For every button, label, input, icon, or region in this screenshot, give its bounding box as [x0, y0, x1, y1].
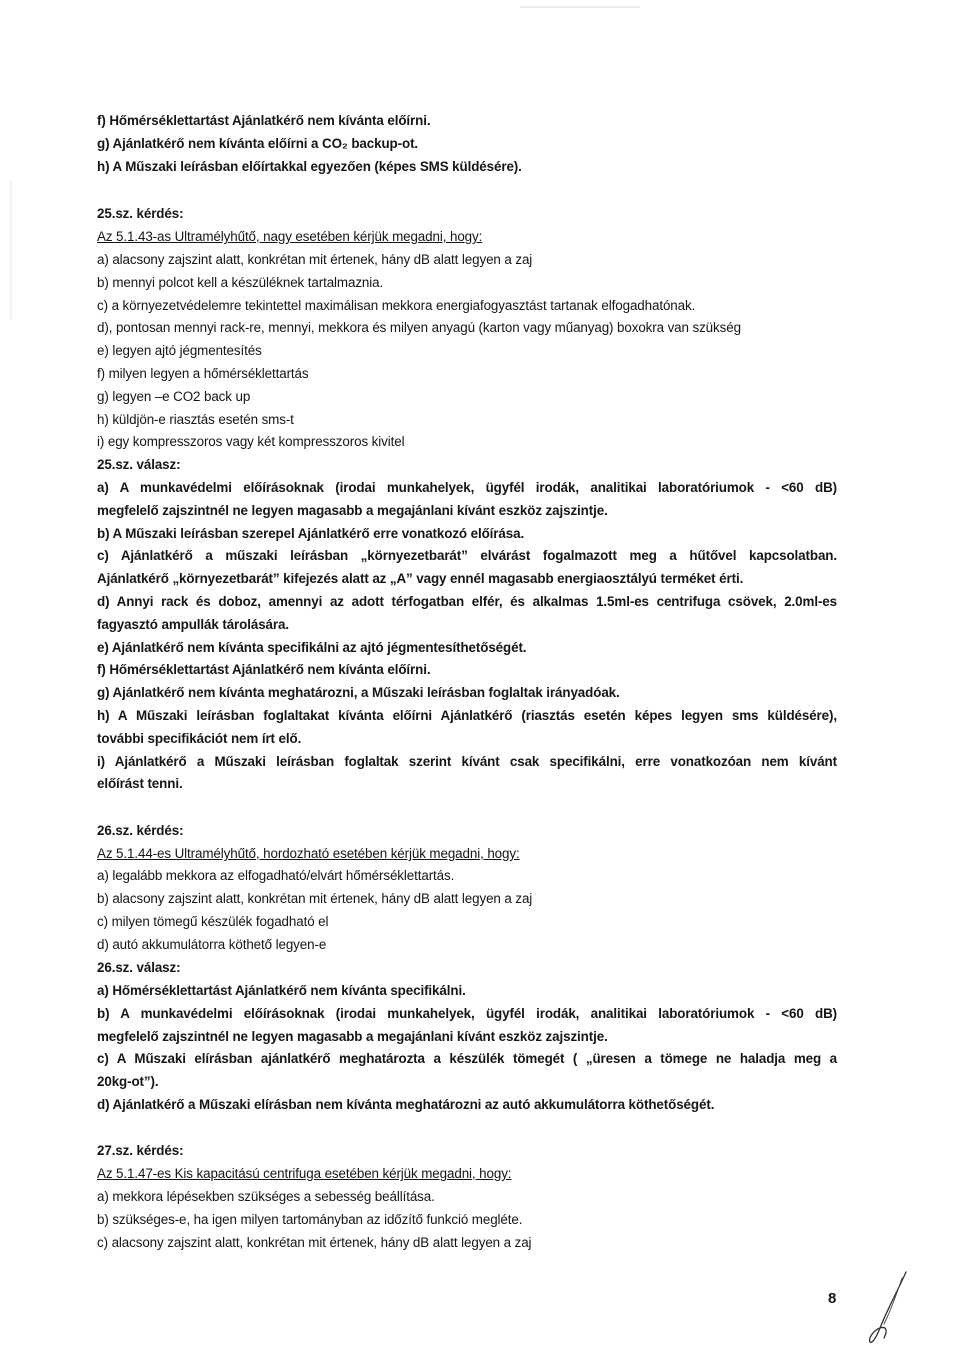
scan-mark-top [520, 6, 640, 8]
line-33: b) alacsony zajszint alatt, konkrétan mit értenek, hány dB alatt legyen a zaj [97, 891, 533, 906]
line-31: Az 5.1.44-es Ultramélyhűtő, hordozható esetében kérjük megadni, hogy: [97, 846, 520, 861]
line-13: h) küldjön-e riasztás esetén sms-t [97, 412, 294, 427]
line-6: a) alacsony zajszint alatt, konkrétan mit értenek, hány dB alatt legyen a zaj [97, 252, 533, 267]
line-8: c) a környezetvédelemre tekintettel maximálisan mekkora energiafogyasztást tartanak elfogadhatónak. [97, 298, 696, 313]
line-23: e) Ajánlatkérő nem kívánta specifikálni az ajtó jégmentesíthetőségét. [97, 640, 527, 655]
line-11: f) milyen legyen a hőmérséklettartás [97, 366, 309, 381]
line-45: a) mekkora lépésekben szükséges a sebesség beállítása. [97, 1189, 435, 1204]
scan-mark-left [10, 180, 12, 320]
line-15: 25.sz. válasz: [97, 457, 181, 472]
line-28: i) Ajánlatkérő a Műszaki leírásban foglaltak szerint kívánt csak specifikálni, erre vonatkozóan nem kívánt [97, 754, 837, 769]
line-7: b) mennyi polcot kell a készüléknek tartalmaznia. [97, 275, 384, 290]
line-20: Ajánlatkérő „környezetbarát” kifejezés alatt az „A” vagy ennél magasabb energiaosztályú terméket érti. [97, 571, 744, 586]
line-41: 20kg-ot”). [97, 1074, 159, 1089]
line-18: b) A Műszaki leírásban szerepel Ajánlatkérő erre vonatkozó előírása. [97, 526, 525, 541]
line-43: 27.sz. kérdés: [97, 1143, 184, 1158]
line-16: a) A munkavédelmi előírásoknak (irodai munkahelyek, ügyfél irodák, analitikai laboratóriumok - <60 dB) [97, 480, 837, 495]
line-40: c) A Műszaki elírásban ajánlatkérő meghatározta a készülék tömegét ( „üresen a tömege ne haladja meg a [97, 1051, 837, 1066]
line-26: h) A Műszaki leírásban foglaltakat kívánta előírni Ajánlatkérő (riasztás esetén képes legyen sms küldésére), [97, 708, 837, 723]
line-34: c) milyen tömegű készülék fogadható el [97, 914, 329, 929]
line-21: d) Annyi rack és doboz, amennyi az adott térfogatban elfér, és alkalmas 1.5ml-es centrifuga csövek, 2.0ml-es [97, 594, 837, 609]
line-1: f) Hőmérséklettartást Ajánlatkérő nem kívánta előírni. [97, 113, 431, 128]
line-12: g) legyen –e CO2 back up [97, 389, 251, 404]
page-number: 8 [828, 1290, 837, 1307]
line-2: g) Ajánlatkérő nem kívánta előírni a CO₂ backup-ot. [97, 136, 419, 151]
line-30: 26.sz. kérdés: [97, 823, 184, 838]
line-3: h) A Műszaki leírásban előírtakkal egyezően (képes SMS küldésére). [97, 159, 522, 174]
handwritten-signature-icon [862, 1268, 912, 1348]
line-4: 25.sz. kérdés: [97, 206, 184, 221]
line-36: 26.sz. válasz: [97, 960, 181, 975]
line-5: Az 5.1.43-as Ultramélyhűtő, nagy esetében kérjük megadni, hogy: [97, 229, 483, 244]
line-9: d), pontosan mennyi rack-re, mennyi, mekkora és milyen anyagú (karton vagy műanyag) boxokra van szükség [97, 320, 741, 335]
line-14: i) egy kompresszoros vagy két kompresszoros kivitel [97, 434, 405, 449]
line-22: fagyasztó ampullák tárolására. [97, 617, 289, 632]
line-19: c) Ajánlatkérő a műszaki leírásban „környezetbarát” elvárást fogalmazott meg a hűtővel kapcsolatban. [97, 548, 837, 563]
line-27: további specifikációt nem írt elő. [97, 731, 302, 746]
line-38: b) A munkavédelmi előírásoknak (irodai munkahelyek, ügyfél irodák, analitikai laboratóriumok - <60 dB) [97, 1006, 837, 1021]
line-47: c) alacsony zajszint alatt, konkrétan mit értenek, hány dB alatt legyen a zaj [97, 1235, 532, 1250]
line-24: f) Hőmérséklettartást Ajánlatkérő nem kívánta előírni. [97, 662, 431, 677]
line-25: g) Ajánlatkérő nem kívánta meghatározni, a Műszaki leírásban foglaltak irányadóak. [97, 685, 620, 700]
line-32: a) legalább mekkora az elfogadható/elvárt hőmérséklettartás. [97, 868, 455, 883]
line-10: e) legyen ajtó jégmentesítés [97, 343, 262, 358]
line-46: b) szükséges-e, ha igen milyen tartományban az időzítő funkció megléte. [97, 1212, 523, 1227]
line-44: Az 5.1.47-es Kis kapacitású centrifuga esetében kérjük megadni, hogy: [97, 1166, 512, 1181]
line-17: megfelelő zajszintnél ne legyen magasabb a megajánlani kívánt eszköz zajszintje. [97, 503, 608, 518]
line-35: d) autó akkumulátorra köthető legyen-e [97, 937, 327, 952]
line-39: megfelelő zajszintnél ne legyen magasabb a megajánlani kívánt eszköz zajszintje. [97, 1029, 608, 1044]
line-42: d) Ajánlatkérő a Műszaki elírásban nem kívánta meghatározni az autó akkumulátorra köthetőségét. [97, 1097, 715, 1112]
line-37: a) Hőmérséklettartást Ajánlatkérő nem kívánta specifikálni. [97, 983, 466, 998]
line-29: előírást tenni. [97, 776, 183, 791]
